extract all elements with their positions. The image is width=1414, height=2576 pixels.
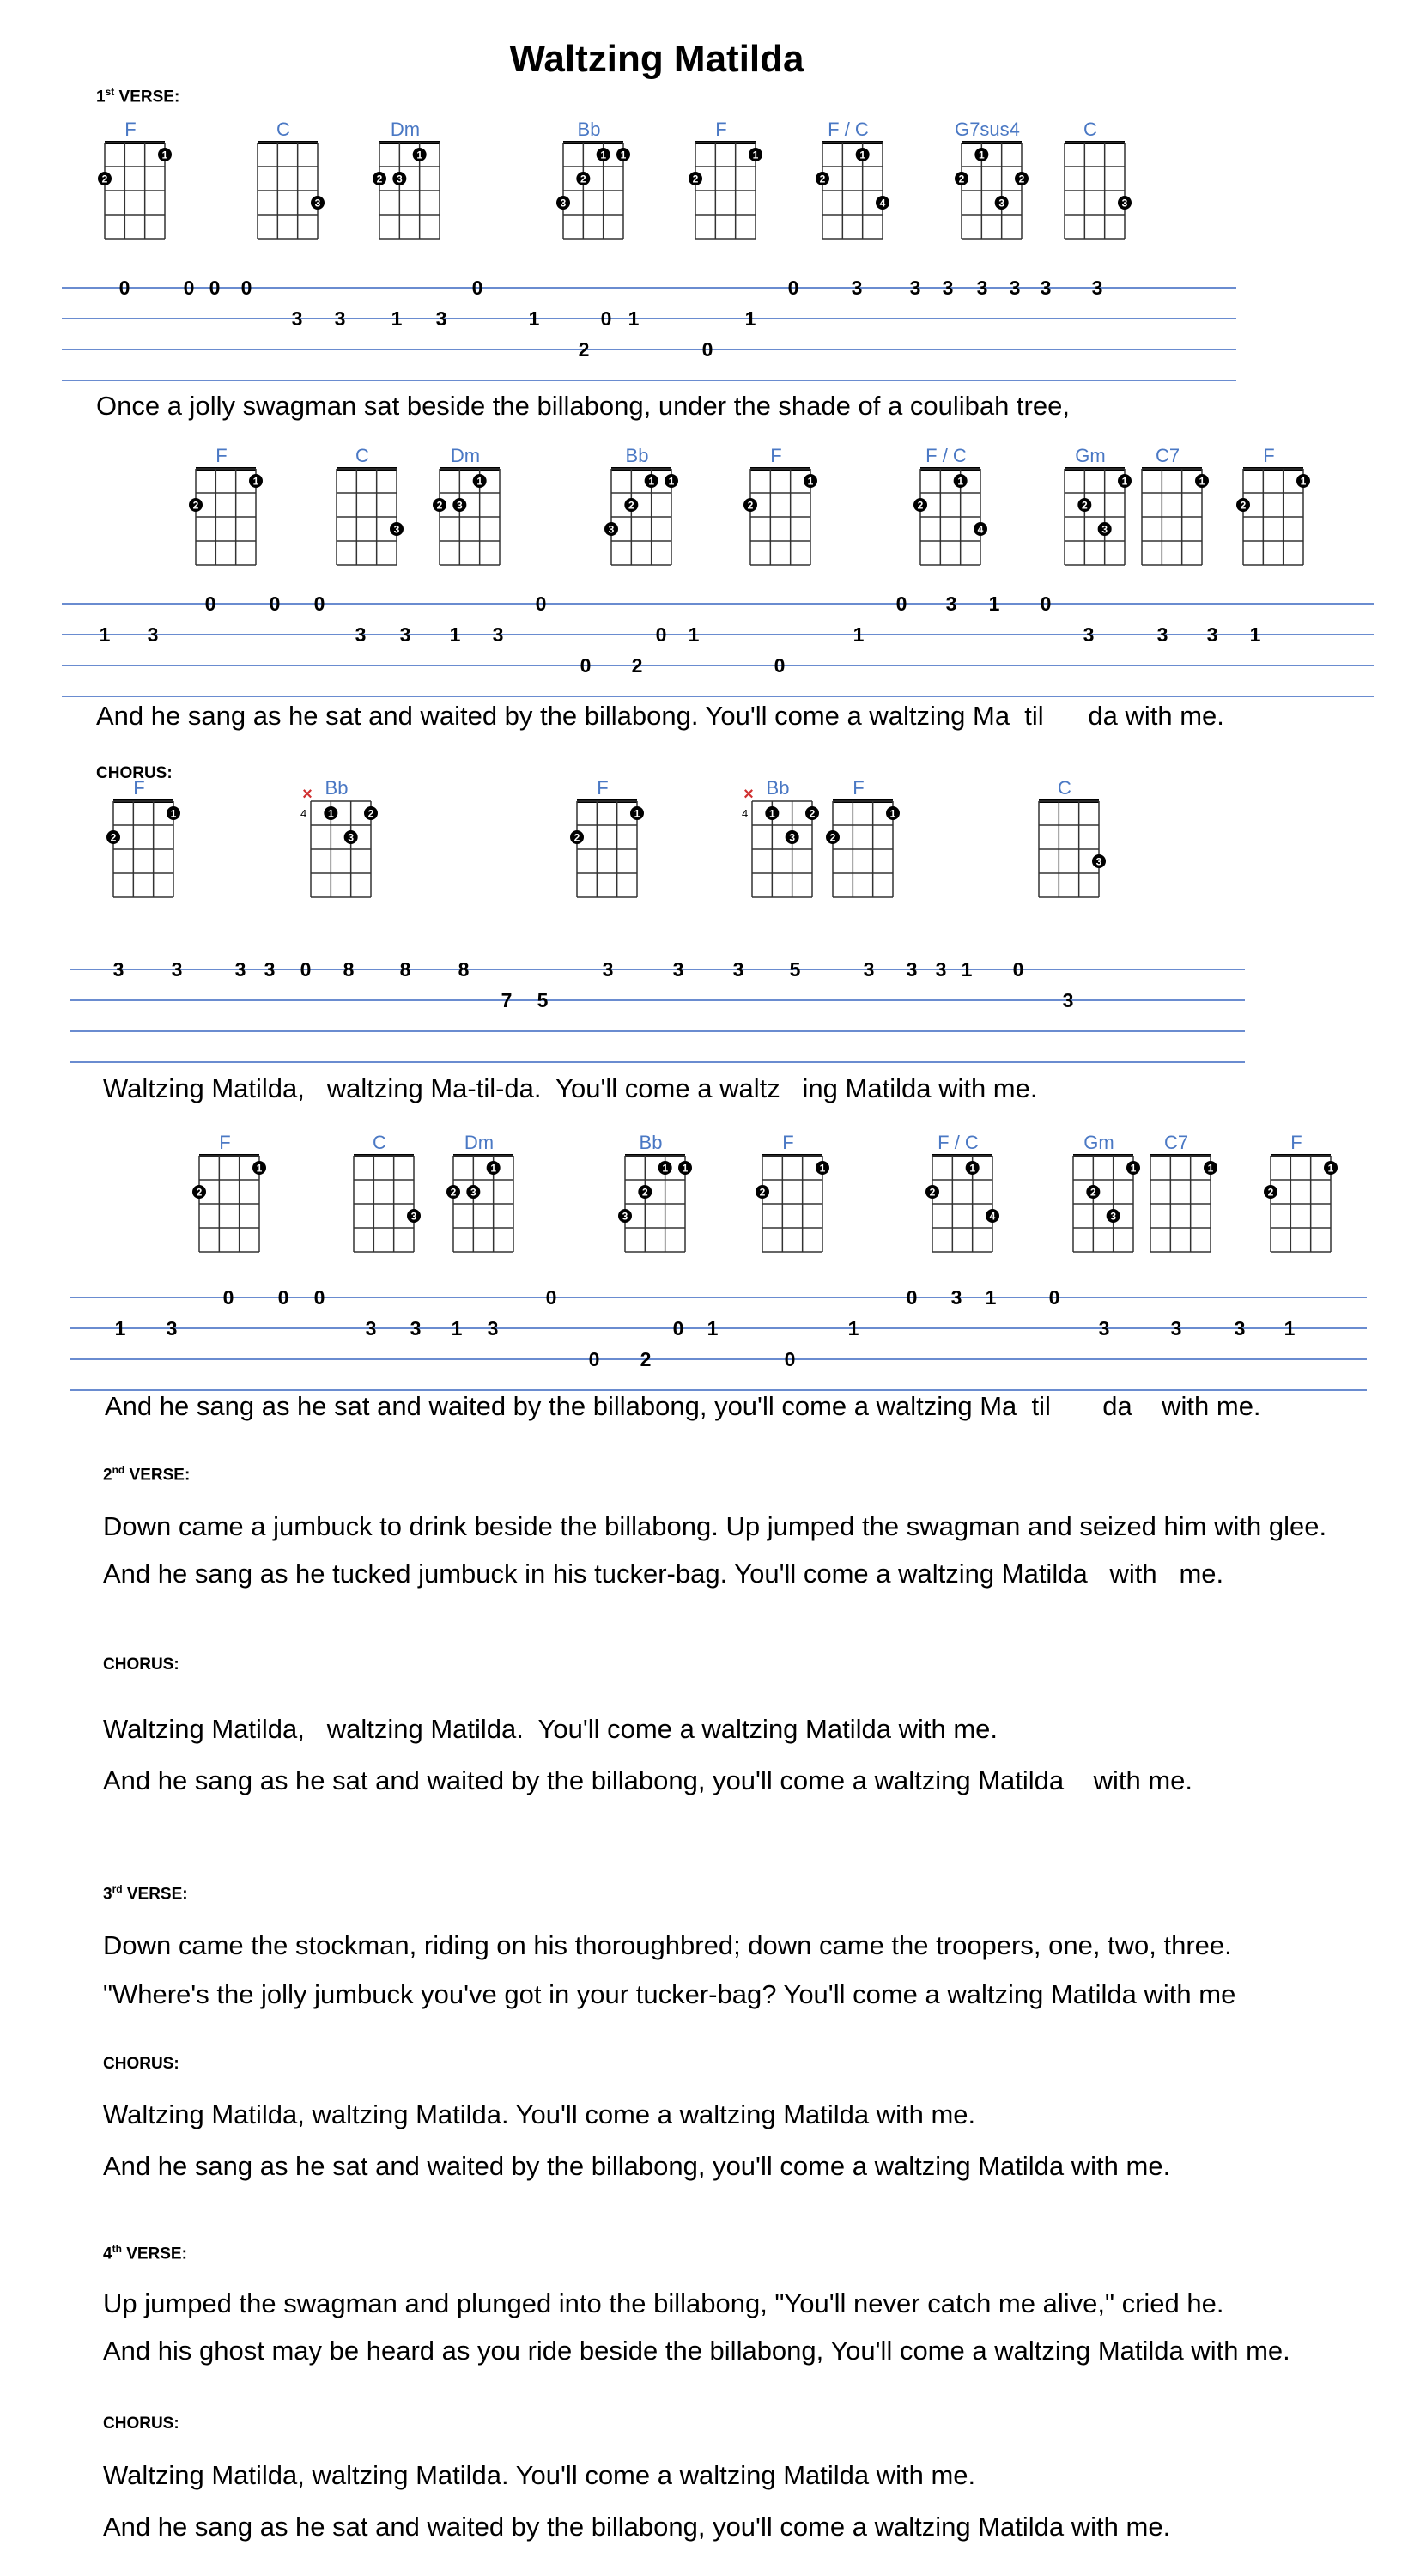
chord-name: F / C <box>938 1132 979 1153</box>
tab-fret-number: 0 <box>600 307 612 330</box>
lyric-line: And his ghost may be heard as you ride beside the billabong, You'll come a waltzing Matilda with me. <box>103 2336 1290 2366</box>
chord-name: F <box>782 1132 794 1153</box>
chord-grid <box>106 777 184 906</box>
muted-string-icon: × <box>743 785 754 804</box>
tab-fret-number: 1 <box>688 623 700 646</box>
tab-fret-number: 0 <box>672 1317 684 1340</box>
tab-fret-number: 2 <box>631 654 643 677</box>
finger-number: 1 <box>957 475 964 488</box>
tab-fret-number: 1 <box>628 307 640 330</box>
section-label-verse-3 <box>103 1883 188 1904</box>
finger-number: 4 <box>977 523 984 536</box>
chord-grid <box>618 1132 695 1261</box>
tab-fret-number: 3 <box>863 958 875 981</box>
finger-number: 4 <box>989 1210 996 1223</box>
chord-grid <box>347 1132 424 1261</box>
finger-number: 1 <box>620 149 627 161</box>
lyric-line: And he sang as he tucked jumbuck in his tucker-bag. You'll come a waltzing Matilda with me. <box>103 1558 1224 1589</box>
finger-number: 2 <box>641 1186 648 1199</box>
finger-number: 3 <box>1110 1210 1117 1223</box>
tab-string-line <box>62 380 1236 381</box>
tab-fret-number: 2 <box>640 1348 652 1370</box>
tab-fret-number: 0 <box>1012 958 1024 981</box>
tab-fret-number: 3 <box>1009 276 1021 299</box>
tab-string-line <box>62 603 1374 605</box>
lyric-line: Down came a jumbuck to drink beside the billabong. Up jumped the swagman and seized him with glee. <box>103 1511 1327 1541</box>
chord-grid <box>689 118 766 247</box>
section-label-verse-2 <box>103 1464 190 1485</box>
tab-fret-number: 8 <box>399 958 411 981</box>
finger-number: 1 <box>889 807 896 820</box>
muted-string-icon: × <box>302 785 313 804</box>
tab-fret-number: 3 <box>945 592 957 615</box>
verse-number: 4 <box>103 2245 112 2263</box>
tab-fret-number: 1 <box>744 307 756 330</box>
chord-grid <box>373 118 450 247</box>
tab-fret-number: 1 <box>985 1286 997 1309</box>
tab-fret-number: 0 <box>774 654 786 677</box>
tab-fret-number: 5 <box>537 989 549 1012</box>
chord-name: Bb <box>639 1132 663 1153</box>
chord-grid <box>1264 1132 1341 1261</box>
tab-fret-number: 3 <box>234 958 246 981</box>
section-label-verse-4 <box>103 2243 187 2263</box>
finger-number: 2 <box>196 1186 203 1199</box>
section-label-verse-1 <box>96 86 179 106</box>
finger-number: 1 <box>668 475 675 488</box>
finger-number: 1 <box>1207 1162 1214 1175</box>
finger-number: 3 <box>608 523 615 536</box>
tab-fret-number: 3 <box>942 276 954 299</box>
finger-number: 3 <box>410 1210 417 1223</box>
tab-fret-number: 1 <box>391 307 403 330</box>
tab-fret-number: 3 <box>492 623 504 646</box>
lyric-line: Waltzing Matilda, waltzing Matilda. You'll come a waltzing Matilda with me. <box>103 2460 976 2490</box>
finger-number: 3 <box>560 197 567 210</box>
tab-string-line <box>70 969 1245 970</box>
finger-number: 1 <box>476 475 483 488</box>
lyric-line: And he sang as he sat and waited by the billabong, you'll come a waltzing Matilda with me. <box>103 1765 1193 1795</box>
finger-number: 2 <box>1018 173 1025 185</box>
finger-number: 1 <box>490 1162 497 1175</box>
tab-fret-number: 3 <box>1234 1317 1246 1340</box>
tab-fret-number: 3 <box>171 958 183 981</box>
section-label-chorus-4: CHORUS: <box>103 2415 179 2433</box>
chord-name: F / C <box>828 118 869 140</box>
finger-number: 2 <box>436 499 443 512</box>
tab-fret-number: 0 <box>655 623 667 646</box>
finger-number: 2 <box>1089 1186 1096 1199</box>
chord-name: F <box>124 118 137 140</box>
fret-number: 4 <box>300 807 307 820</box>
tab-string-line <box>62 349 1236 350</box>
section-label-chorus-2: CHORUS: <box>103 1656 179 1674</box>
tab-fret-number: 0 <box>209 276 221 299</box>
chord-grid <box>251 118 328 247</box>
chord-grid <box>433 445 510 574</box>
finger-number: 1 <box>969 1162 976 1175</box>
chord-name: F <box>853 777 865 799</box>
finger-number: 3 <box>348 831 355 844</box>
lyric-line: And he sang as he sat and waited by the billabong, you'll come a waltzing Ma til da with me. <box>105 1391 1261 1421</box>
verse-number: 1 <box>96 88 106 106</box>
tab-fret-number: 0 <box>535 592 547 615</box>
chord-name: Bb <box>325 777 349 799</box>
tab-fret-number: 0 <box>787 276 799 299</box>
chord-grid <box>189 445 266 574</box>
finger-number: 2 <box>917 499 924 512</box>
chord-grid <box>446 1132 524 1261</box>
finger-number: 3 <box>393 523 400 536</box>
chord-name: Bb <box>577 118 601 140</box>
chord-name: Gm <box>1075 445 1106 466</box>
tab-string-line <box>70 1030 1245 1032</box>
finger-number: 2 <box>809 807 816 820</box>
finger-number: 1 <box>1327 1162 1334 1175</box>
finger-number: 4 <box>879 197 886 210</box>
finger-number: 2 <box>573 831 580 844</box>
tab-fret-number: 0 <box>471 276 483 299</box>
finger-number: 3 <box>456 499 463 512</box>
finger-number: 2 <box>628 499 634 512</box>
finger-number: 3 <box>1101 523 1108 536</box>
finger-number: 1 <box>256 1162 263 1175</box>
finger-number: 3 <box>789 831 796 844</box>
tab-fret-number: 3 <box>950 1286 962 1309</box>
tab-fret-number: 3 <box>1206 623 1218 646</box>
finger-number: 2 <box>929 1186 936 1199</box>
tab-fret-number: 3 <box>906 958 918 981</box>
chord-name: Bb <box>766 777 790 799</box>
finger-number: 1 <box>648 475 655 488</box>
finger-number: 1 <box>807 475 814 488</box>
tab-fret-number: 7 <box>501 989 513 1012</box>
tab-fret-number: 1 <box>1249 623 1261 646</box>
tab-fret-number: 8 <box>343 958 355 981</box>
finger-number: 2 <box>958 173 965 185</box>
tab-fret-number: 3 <box>1098 1317 1110 1340</box>
lyric-line: Waltzing Matilda, waltzing Matilda. You'll come a waltzing Matilda with me. <box>103 2099 976 2129</box>
finger-number: 1 <box>327 807 334 820</box>
chord-name: C <box>1083 118 1097 140</box>
lyric-line: And he sang as he sat and waited by the billabong, you'll come a waltzing Matilda with me. <box>103 2151 1171 2181</box>
finger-number: 3 <box>1095 855 1102 868</box>
tab-fret-number: 0 <box>784 1348 796 1370</box>
tab-fret-number: 0 <box>269 592 281 615</box>
chord-name: C <box>355 445 369 466</box>
tab-fret-number: 3 <box>435 307 447 330</box>
chord-grid <box>756 1132 833 1261</box>
finger-number: 3 <box>1121 197 1128 210</box>
finger-number: 2 <box>450 1186 457 1199</box>
ordinal-suffix: rd <box>112 1883 123 1895</box>
finger-number: 1 <box>1130 1162 1137 1175</box>
finger-number: 3 <box>998 197 1005 210</box>
ordinal-suffix: st <box>105 86 115 98</box>
tab-fret-number: 3 <box>410 1317 422 1340</box>
tab-fret-number: 3 <box>334 307 346 330</box>
fret-number: 4 <box>742 807 749 820</box>
lyric-line: "Where's the jolly jumbuck you've got in your tucker-bag? You'll come a waltzing Matilda with me <box>103 1979 1236 2009</box>
tab-fret-number: 0 <box>588 1348 600 1370</box>
chord-grid <box>816 118 893 247</box>
finger-number: 1 <box>859 149 866 161</box>
tab-fret-number: 0 <box>313 592 325 615</box>
tab-fret-number: 3 <box>909 276 921 299</box>
section-label-chorus-3: CHORUS: <box>103 2055 179 2073</box>
chord-grid <box>913 445 991 574</box>
tab-fret-number: 3 <box>1170 1317 1182 1340</box>
tab-fret-number: 0 <box>277 1286 289 1309</box>
chord-name: F <box>215 445 228 466</box>
tab-fret-number: 1 <box>961 958 973 981</box>
tab-fret-number: 1 <box>114 1317 126 1340</box>
tab-fret-number: 0 <box>895 592 907 615</box>
chord-name: G7sus4 <box>955 118 1020 140</box>
tab-fret-number: 3 <box>935 958 947 981</box>
chord-grid <box>925 1132 1003 1261</box>
tab-fret-number: 3 <box>365 1317 377 1340</box>
tab-fret-number: 3 <box>147 623 159 646</box>
verse-number: 2 <box>103 1466 112 1485</box>
tab-fret-number: 2 <box>578 338 590 361</box>
tab-fret-number: 1 <box>1284 1317 1296 1340</box>
tab-fret-number: 0 <box>580 654 592 677</box>
tab-fret-number: 3 <box>1083 623 1095 646</box>
chord-name: F <box>1290 1132 1302 1153</box>
finger-number: 2 <box>1267 1186 1274 1199</box>
finger-number: 2 <box>580 173 586 185</box>
finger-number: 2 <box>1081 499 1088 512</box>
chord-name: Bb <box>625 445 649 466</box>
lyric-line: Waltzing Matilda, waltzing Matilda. You'll come a waltzing Matilda with me. <box>103 1714 998 1744</box>
tab-fret-number: 0 <box>204 592 216 615</box>
section-label-text: VERSE: <box>129 1466 191 1485</box>
finger-number: 2 <box>192 499 199 512</box>
chord-grid <box>1135 445 1212 574</box>
finger-number: 3 <box>470 1186 476 1199</box>
section-label-chorus-1: CHORUS: <box>96 764 173 782</box>
finger-number: 3 <box>622 1210 628 1223</box>
finger-number: 1 <box>1199 475 1205 488</box>
finger-number: 3 <box>314 197 321 210</box>
finger-number: 2 <box>101 173 108 185</box>
finger-number: 2 <box>829 831 836 844</box>
chord-grid <box>570 777 647 906</box>
tab-fret-number: 1 <box>707 1317 719 1340</box>
chord-name: F <box>133 777 145 799</box>
tab-fret-number: 0 <box>240 276 252 299</box>
lyric-line: Once a jolly swagman sat beside the billabong, under the shade of a coulibah tree, <box>96 391 1070 421</box>
chord-name: Gm <box>1083 1132 1114 1153</box>
tab-fret-number: 1 <box>847 1317 859 1340</box>
finger-number: 2 <box>376 173 383 185</box>
chord-name: Dm <box>450 445 481 466</box>
finger-number: 3 <box>396 173 403 185</box>
tab-string-line <box>62 318 1236 319</box>
page-title: Waltzing Matilda <box>509 38 804 80</box>
finger-number: 1 <box>752 149 759 161</box>
tab-fret-number: 3 <box>1040 276 1052 299</box>
finger-number: 1 <box>416 149 423 161</box>
tab-fret-number: 0 <box>701 338 713 361</box>
ordinal-suffix: th <box>112 2243 122 2255</box>
finger-number: 2 <box>747 499 754 512</box>
finger-number: 1 <box>1121 475 1128 488</box>
tab-fret-number: 0 <box>1040 592 1052 615</box>
chord-name: F / C <box>925 445 967 466</box>
tab-fret-number: 3 <box>602 958 614 981</box>
finger-number: 1 <box>819 1162 826 1175</box>
ordinal-suffix: nd <box>112 1464 125 1476</box>
lyric-line: Waltzing Matilda, waltzing Ma-til-da. You'll come a waltz ing Matilda with me. <box>103 1073 1038 1103</box>
tab-fret-number: 1 <box>451 1317 463 1340</box>
tab-string-line <box>62 665 1374 666</box>
tab-string-line <box>70 1061 1245 1063</box>
tab-fret-number: 0 <box>906 1286 918 1309</box>
chord-name: F <box>1263 445 1275 466</box>
tab-fret-number: 1 <box>853 623 865 646</box>
chord-name: F <box>219 1132 231 1153</box>
tab-fret-number: 3 <box>355 623 367 646</box>
tab-string-line <box>62 634 1374 635</box>
section-label-text: VERSE: <box>118 88 180 106</box>
tab-fret-number: 8 <box>458 958 470 981</box>
tab-fret-number: 1 <box>528 307 540 330</box>
finger-number: 1 <box>252 475 259 488</box>
tab-fret-number: 5 <box>789 958 801 981</box>
tab-fret-number: 0 <box>183 276 195 299</box>
chord-grid <box>955 118 1032 247</box>
chord-grid <box>743 445 821 574</box>
section-label-text: VERSE: <box>126 2245 187 2263</box>
lyric-line: Down came the stockman, riding on his thoroughbred; down came the troopers, one, two, three. <box>103 1930 1232 1960</box>
section-label-text: VERSE: <box>126 1885 188 1904</box>
tab-string-line <box>62 696 1374 697</box>
finger-number: 2 <box>1240 499 1247 512</box>
tab-fret-number: 0 <box>118 276 130 299</box>
tab-fret-number: 3 <box>487 1317 499 1340</box>
finger-number: 1 <box>161 149 168 161</box>
finger-number: 2 <box>367 807 374 820</box>
chord-grid <box>300 777 381 906</box>
tab-fret-number: 0 <box>300 958 312 981</box>
tab-fret-number: 3 <box>851 276 863 299</box>
finger-number: 1 <box>170 807 177 820</box>
chord-grid <box>98 118 175 247</box>
tab-fret-number: 3 <box>976 276 988 299</box>
chord-grid <box>604 445 682 574</box>
chord-name: F <box>715 118 727 140</box>
tab-fret-number: 3 <box>732 958 744 981</box>
chord-grid <box>192 1132 270 1261</box>
chord-grid <box>1058 118 1135 247</box>
finger-number: 1 <box>768 807 775 820</box>
lyric-line: And he sang as he sat and waited by the billabong, you'll come a waltzing Matilda with me. <box>103 2512 1171 2542</box>
lyric-line: Up jumped the swagman and plunged into the billabong, "You'll never catch me alive," cried he. <box>103 2288 1224 2318</box>
chord-name: Dm <box>464 1132 495 1153</box>
finger-number: 2 <box>759 1186 766 1199</box>
tab-fret-number: 0 <box>313 1286 325 1309</box>
tab-fret-number: 3 <box>1091 276 1103 299</box>
tab-fret-number: 3 <box>672 958 684 981</box>
chord-name: C <box>373 1132 386 1153</box>
tab-fret-number: 1 <box>99 623 111 646</box>
tab-fret-number: 3 <box>1156 623 1168 646</box>
chord-name: C <box>276 118 290 140</box>
finger-number: 2 <box>110 831 117 844</box>
tab-string-line <box>62 287 1236 289</box>
chord-grid <box>1144 1132 1221 1261</box>
chord-grid <box>1236 445 1314 574</box>
tab-fret-number: 3 <box>291 307 303 330</box>
chord-grid <box>826 777 903 906</box>
tab-fret-number: 3 <box>264 958 276 981</box>
tab-fret-number: 0 <box>545 1286 557 1309</box>
chord-grid <box>556 118 634 247</box>
tab-string-line <box>70 1358 1367 1360</box>
chord-grid <box>330 445 407 574</box>
chord-grid <box>1032 777 1109 906</box>
tab-fret-number: 3 <box>399 623 411 646</box>
chord-name: F <box>770 445 782 466</box>
finger-number: 2 <box>692 173 699 185</box>
tab-string-line <box>70 1297 1367 1298</box>
tab-fret-number: 1 <box>988 592 1000 615</box>
tab-fret-number: 1 <box>449 623 461 646</box>
finger-number: 1 <box>682 1162 689 1175</box>
tab-fret-number: 0 <box>1048 1286 1060 1309</box>
tab-fret-number: 3 <box>112 958 124 981</box>
finger-number: 1 <box>978 149 985 161</box>
chord-name: C <box>1058 777 1071 799</box>
finger-number: 1 <box>1300 475 1307 488</box>
finger-number: 1 <box>634 807 640 820</box>
tab-fret-number: 3 <box>166 1317 178 1340</box>
chord-name: F <box>597 777 609 799</box>
chord-name: C7 <box>1163 1132 1189 1153</box>
finger-number: 2 <box>819 173 826 185</box>
tab-fret-number: 0 <box>222 1286 234 1309</box>
lyric-line: And he sang as he sat and waited by the billabong. You'll come a waltzing Ma til da with me. <box>96 701 1224 731</box>
chord-name: Dm <box>390 118 421 140</box>
finger-number: 1 <box>600 149 607 161</box>
chord-name: C7 <box>1155 445 1180 466</box>
tab-fret-number: 3 <box>1062 989 1074 1012</box>
verse-number: 3 <box>103 1885 112 1904</box>
finger-number: 1 <box>662 1162 669 1175</box>
